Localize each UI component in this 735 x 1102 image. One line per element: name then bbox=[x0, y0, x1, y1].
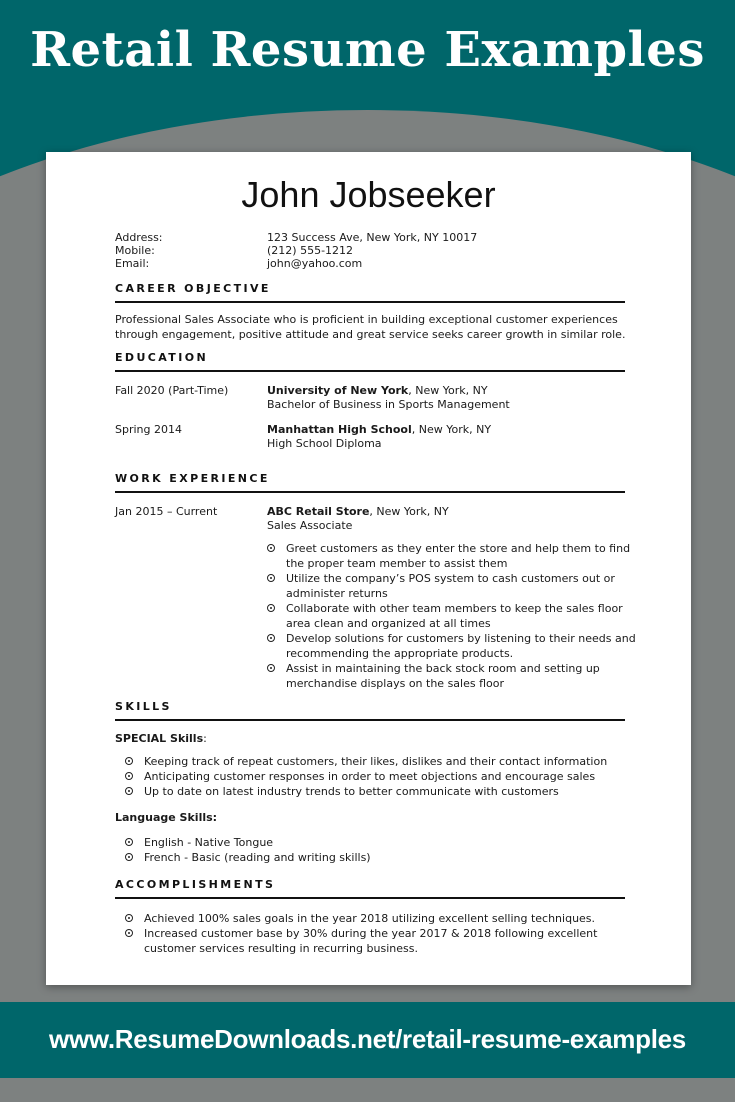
company-name: ABC Retail Store bbox=[267, 505, 370, 518]
duty-line: merchandise displays on the sales floor bbox=[286, 677, 504, 690]
circle-bullet-icon bbox=[125, 929, 133, 937]
education-entry bbox=[267, 423, 637, 450]
list-item bbox=[125, 754, 665, 769]
circle-bullet-icon bbox=[267, 604, 275, 612]
accomplishment-line: customer services resulting in recurring business. bbox=[144, 942, 418, 955]
section-title-work-experience: WORK EXPERIENCE bbox=[115, 473, 625, 493]
job-role: Sales Associate bbox=[267, 518, 353, 532]
duty-line: area clean and organized at all times bbox=[286, 617, 491, 630]
contact-value: 123 Success Ave, New York, NY 10017 bbox=[267, 231, 478, 244]
contact-value: john@yahoo.com bbox=[267, 257, 363, 270]
education-date: Spring 2014 bbox=[115, 423, 182, 436]
skill-text: Keeping track of repeat customers, their likes, dislikes and their contact information bbox=[144, 755, 608, 768]
education-entry bbox=[267, 384, 637, 411]
special-skills-list bbox=[125, 754, 665, 799]
degree: Bachelor of Business in Sports Management bbox=[267, 397, 510, 411]
circle-bullet-icon bbox=[267, 664, 275, 672]
list-item bbox=[125, 850, 665, 865]
contact-label: Mobile: bbox=[115, 244, 155, 257]
footer-banner bbox=[0, 1002, 735, 1078]
degree: High School Diploma bbox=[267, 436, 382, 450]
duty-line: administer returns bbox=[286, 587, 388, 600]
objective-line: through engagement, positive attitude and great service seeks career growth in similar role. bbox=[115, 328, 626, 341]
language-skills-heading: Language Skills: bbox=[115, 811, 218, 824]
footer-url: www.ResumeDownloads.net/retail-resume-examples bbox=[49, 1024, 686, 1054]
duty-line: Utilize the company’s POS system to cash customers out or bbox=[286, 572, 615, 585]
duty-line: Develop solutions for customers by listening to their needs and bbox=[286, 632, 636, 645]
circle-bullet-icon bbox=[125, 838, 133, 846]
objective-text bbox=[115, 312, 635, 342]
circle-bullet-icon bbox=[125, 772, 133, 780]
skill-text: Anticipating customer responses in order to meet objections and encourage sales bbox=[144, 770, 596, 783]
candidate-name: John Jobseeker bbox=[241, 174, 496, 215]
school-name: University of New York bbox=[267, 384, 409, 397]
duty-line: Assist in maintaining the back stock room and setting up bbox=[286, 662, 600, 675]
list-item bbox=[267, 571, 647, 601]
circle-bullet-icon bbox=[125, 787, 133, 795]
work-date: Jan 2015 – Current bbox=[115, 505, 218, 518]
contact-value: (212) 555-1212 bbox=[267, 244, 354, 257]
banner-title: Retail Resume Examples bbox=[30, 22, 705, 78]
special-skills-heading bbox=[115, 732, 207, 746]
contact-label: Address: bbox=[115, 231, 163, 244]
list-item bbox=[125, 784, 665, 799]
special-skills-colon: : bbox=[203, 732, 207, 745]
circle-bullet-icon bbox=[267, 544, 275, 552]
circle-bullet-icon bbox=[125, 757, 133, 765]
list-item bbox=[125, 911, 665, 926]
circle-bullet-icon bbox=[125, 853, 133, 861]
objective-line: Professional Sales Associate who is proficient in building exceptional customer experiences bbox=[115, 313, 618, 326]
school-name: Manhattan High School bbox=[267, 423, 412, 436]
work-entry bbox=[267, 505, 637, 532]
language-skills-list bbox=[125, 835, 665, 865]
school-location: , New York, NY bbox=[408, 384, 488, 397]
duty-line: Greet customers as they enter the store and help them to find bbox=[286, 542, 631, 555]
list-item bbox=[267, 661, 647, 691]
circle-bullet-icon bbox=[267, 574, 275, 582]
list-item bbox=[267, 631, 647, 661]
list-item bbox=[267, 601, 647, 631]
list-item bbox=[125, 769, 665, 784]
accomplishment-line: Increased customer base by 30% during the year 2017 & 2018 following excellent bbox=[144, 927, 598, 940]
contact-label: Email: bbox=[115, 257, 150, 270]
language-text: English - Native Tongue bbox=[144, 836, 274, 849]
duty-line: the proper team member to assist them bbox=[286, 557, 508, 570]
section-title-education: EDUCATION bbox=[115, 352, 625, 372]
education-date: Fall 2020 (Part-Time) bbox=[115, 384, 229, 397]
resume-document bbox=[46, 152, 691, 985]
duty-line: recommending the appropriate products. bbox=[286, 647, 514, 660]
special-skills-label: SPECIAL Skills bbox=[115, 732, 204, 745]
section-title-career-objective: CAREER OBJECTIVE bbox=[115, 283, 625, 303]
circle-bullet-icon bbox=[125, 914, 133, 922]
section-title-skills: SKILLS bbox=[115, 701, 625, 721]
accomplishment-line: Achieved 100% sales goals in the year 2018 utilizing excellent selling techniques. bbox=[144, 912, 596, 925]
language-text: French - Basic (reading and writing skills) bbox=[144, 851, 371, 864]
skill-text: Up to date on latest industry trends to better communicate with customers bbox=[144, 785, 559, 798]
work-duties-list bbox=[267, 541, 647, 691]
school-location: , New York, NY bbox=[411, 423, 492, 436]
accomplishments-list bbox=[125, 911, 665, 956]
duty-line: Collaborate with other team members to keep the sales floor bbox=[286, 602, 623, 615]
company-location: , New York, NY bbox=[369, 505, 449, 518]
list-item bbox=[267, 541, 647, 571]
list-item bbox=[125, 835, 665, 850]
circle-bullet-icon bbox=[267, 634, 275, 642]
list-item bbox=[125, 926, 665, 956]
section-title-accomplishments: ACCOMPLISHMENTS bbox=[115, 879, 625, 899]
